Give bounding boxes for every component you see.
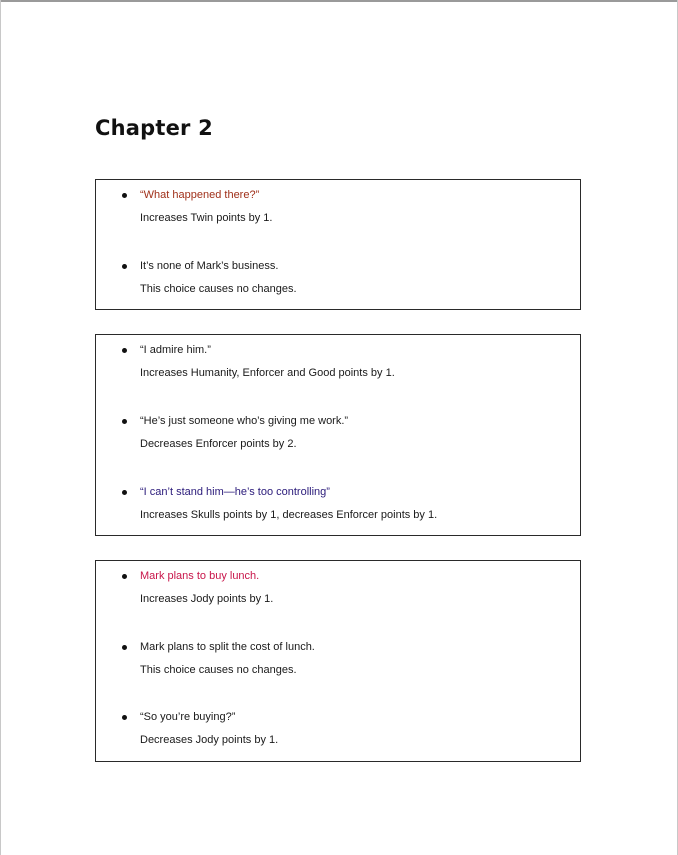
bullet-icon (122, 419, 127, 424)
bullet-icon (122, 490, 127, 495)
page-top-edge (0, 0, 678, 2)
bullet-icon (122, 715, 127, 720)
bullet-icon (122, 193, 127, 198)
choice-effect: Decreases Enforcer points by 2. (140, 438, 297, 450)
choice-text: Mark plans to split the cost of lunch. (140, 641, 315, 653)
choice-effect: Increases Twin points by 1. (140, 212, 273, 224)
choice-text: Mark plans to buy lunch. (140, 570, 260, 582)
bullet-icon (122, 574, 127, 579)
choice-group-3 (95, 560, 581, 762)
choice-effect: Decreases Jody points by 1. (140, 734, 279, 746)
choice-text: It’s none of Mark’s business. (140, 260, 279, 272)
choice-text: “He’s just someone who’s giving me work.” (140, 415, 349, 427)
bullet-icon (122, 348, 127, 353)
choice-effect: This choice causes no changes. (140, 283, 297, 295)
choice-effect: Increases Skulls points by 1, decreases Enforcer points by 1. (140, 509, 438, 521)
bullet-icon (122, 264, 127, 269)
choice-effect: Increases Humanity, Enforcer and Good points by 1. (140, 367, 395, 379)
choice-effect: Increases Jody points by 1. (140, 593, 274, 605)
choice-text: “So you’re buying?” (140, 711, 236, 723)
choice-group-2 (95, 334, 581, 536)
chapter-title: Chapter 2 (95, 116, 213, 140)
page-left-edge (0, 0, 1, 855)
choice-effect: This choice causes no changes. (140, 664, 297, 676)
choice-text: “What happened there?” (140, 189, 260, 201)
bullet-icon (122, 645, 127, 650)
choice-text: “I admire him.” (140, 344, 211, 356)
choice-group-1 (95, 179, 581, 310)
choice-text: “I can’t stand him—he’s too controlling” (140, 486, 330, 498)
